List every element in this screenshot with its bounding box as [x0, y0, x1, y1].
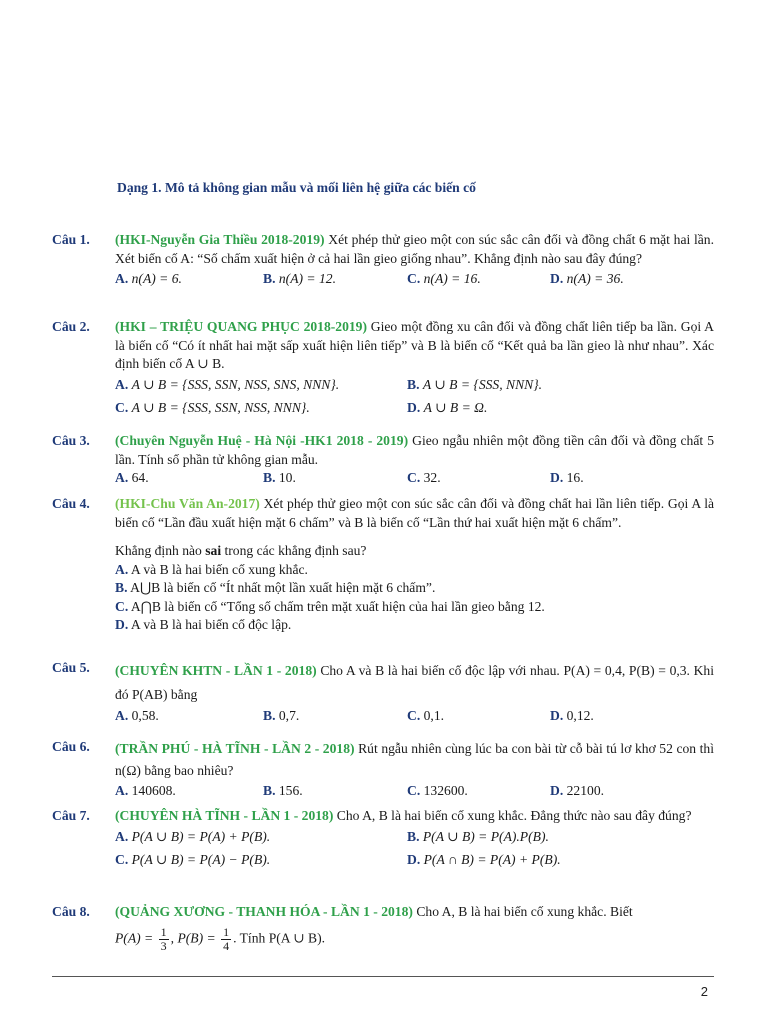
question-number: Câu 7. — [52, 808, 90, 823]
option-b: B. 10. — [263, 470, 296, 485]
question-source: (CHUYÊN HÀ TĨNH - LẦN 1 - 2018) — [115, 808, 334, 823]
question-body: Rút ngẫu nhiên cùng lúc ba con bài từ cỗ bài tú lơ khơ 52 con thì n(Ω) bằng bao nhiêu? — [115, 741, 715, 778]
fraction-one-third: $\frac{1}{3}$ — [160, 924, 167, 953]
question-2 — [52, 318, 714, 420]
option-c: C. 132600. — [407, 783, 468, 798]
option-d: D. A ∪ B = Ω. — [407, 399, 488, 415]
question-body: Cho A, B là hai biến cố xung khắc. Đẳng thức nào sau đây đúng? — [336, 808, 692, 823]
question-1 — [52, 231, 714, 291]
question-text — [115, 318, 714, 374]
question-5 — [52, 659, 714, 728]
question-body: Gieo một đồng xu cân đối và đồng chất liên tiếp ba lần. Gọi A là biến cố “Có ít nhất hai mặt sấp xuất hiện liên tiếp” và B là biến cố “Kết quả ba lần gieo là như nhau”. Xác định biến cố A ∪ B. — [115, 319, 714, 371]
option-a: A. 64. — [115, 470, 149, 485]
options-row — [115, 851, 714, 872]
question-prompt: Khẳng định nào sai trong các khẳng định sau? — [115, 543, 367, 558]
question-text — [115, 903, 714, 922]
question-number: Câu 6. — [52, 739, 90, 754]
question-text — [115, 659, 714, 707]
question-number: Câu 3. — [52, 433, 90, 448]
option-d: D. 0,12. — [550, 708, 594, 723]
options-row — [115, 399, 714, 420]
question-source: (QUẢNG XƯƠNG - THANH HÓA - LẦN 1 - 2018) — [115, 904, 413, 919]
question-4 — [52, 495, 714, 635]
question-number: Câu 1. — [52, 232, 90, 247]
question-text — [115, 432, 714, 469]
section-title: Dạng 1. Mô tả không gian mẫu và mối liên hệ giữa các biến cố — [117, 180, 476, 195]
option-b: B. 156. — [263, 783, 303, 798]
option-b: B. A ∪ B = {SSS, NNN}. — [407, 376, 543, 392]
option-c: C. P(A ∪ B) = P(A) − P(B). — [115, 851, 271, 867]
question-source: (CHUYÊN KHTN - LẦN 1 - 2018) — [115, 663, 317, 678]
option-a: A. A ∪ B = {SSS, SSN, NSS, SNS, NNN}. — [115, 376, 340, 392]
question-body: Gieo ngẫu nhiên một đồng tiền cân đối và đồng chất 5 lần. Tính số phần tử không gian mẫu. — [115, 433, 714, 467]
question-body: Cho A và B là hai biến cố độc lập với nhau. P(A) = 0,4, P(B) = 0,3. Khi đó P(AB) bằng — [115, 663, 715, 702]
option-c: C. A⋂B là biến cố “Tổng số chấm trên mặt xuất hiện của hai lần gieo bằng 12. — [115, 598, 545, 614]
options-row — [115, 376, 714, 397]
footer-rule — [52, 976, 714, 977]
options-row — [115, 828, 714, 849]
question-text — [115, 738, 714, 782]
option-c: C. 32. — [407, 470, 441, 485]
question-number: Câu 5. — [52, 660, 90, 675]
option-c: C. 0,1. — [407, 708, 445, 723]
question-6 — [52, 738, 714, 803]
option-d: D. P(A ∩ B) = P(A) + P(B). — [407, 851, 561, 867]
question-formula: P(A) = $\frac{1}{3}$ , P(B) = $\frac{1}{4}$ . Tính P(A ∪ B). — [115, 924, 326, 953]
question-source: (HKI-Nguyễn Gia Thiều 2018-2019) — [115, 232, 325, 247]
question-3 — [52, 432, 714, 490]
question-number: Câu 8. — [52, 904, 90, 919]
options-row — [115, 707, 714, 728]
question-number: Câu 4. — [52, 496, 90, 511]
option-d: D. 22100. — [550, 783, 605, 798]
question-text — [115, 807, 714, 826]
option-b: B. P(A ∪ B) = P(A).P(B). — [407, 828, 549, 844]
question-body: Cho A, B là hai biến cố xung khắc. Biết — [416, 904, 633, 919]
question-7 — [52, 807, 714, 872]
question-source: (Chuyên Nguyễn Huệ - Hà Nội -HK1 2018 - 2019) — [115, 433, 409, 448]
question-text — [115, 495, 714, 532]
option-a: A. 0,58. — [115, 708, 159, 723]
option-b: B. A⋃B là biến cố “Ít nhất một lần xuất hiện mặt 6 chấm”. — [115, 580, 436, 595]
question-source: (TRẦN PHÚ - HÀ TĨNH - LẦN 2 - 2018) — [115, 741, 355, 756]
option-d: D. n(A) = 36. — [550, 271, 624, 286]
option-a: A. 140608. — [115, 783, 176, 798]
question-8 — [52, 903, 714, 953]
option-c: C. n(A) = 16. — [407, 271, 481, 286]
fraction-one-fourth: $\frac{1}{4}$ — [223, 924, 230, 953]
option-c: C. A ∪ B = {SSS, SSN, NSS, NNN}. — [115, 399, 310, 415]
page-number: 2 — [700, 984, 708, 999]
option-d: D. 16. — [550, 470, 584, 485]
question-number: Câu 2. — [52, 319, 90, 334]
question-body: Xét phép thử gieo một con súc sắc cân đối và đồng chất 6 mặt hai lần. Xét biến cố A: “Số chấm xuất hiện ở cả hai lần gieo giống nhau”. Khẳng định nào sau đây đúng? — [115, 232, 714, 266]
question-source: (HKI – TRIỆU QUANG PHỤC 2018-2019) — [115, 319, 368, 334]
option-a: A. P(A ∪ B) = P(A) + P(B). — [115, 828, 271, 844]
options-row — [115, 270, 714, 291]
option-a: A. n(A) = 6. — [115, 271, 182, 286]
options-row — [115, 469, 714, 490]
option-b: B. n(A) = 12. — [263, 271, 336, 286]
option-d: D. A và B là hai biến cố độc lập. — [115, 617, 292, 632]
question-body: Xét phép thử gieo một con súc sắc cân đối và đồng chất hai lần liên tiếp. Gọi A là biến cố “Lần đầu xuất hiện mặt 6 chấm” và B là biến cố “Lần thứ hai xuất hiện mặt 6 chấm”. — [115, 496, 715, 530]
option-a: A. A và B là hai biến cố xung khắc. — [115, 561, 308, 577]
question-source: (HKI-Chu Văn An-2017) — [115, 496, 260, 511]
option-b: B. 0,7. — [263, 708, 300, 723]
options-row — [115, 782, 714, 803]
question-text — [115, 231, 714, 268]
